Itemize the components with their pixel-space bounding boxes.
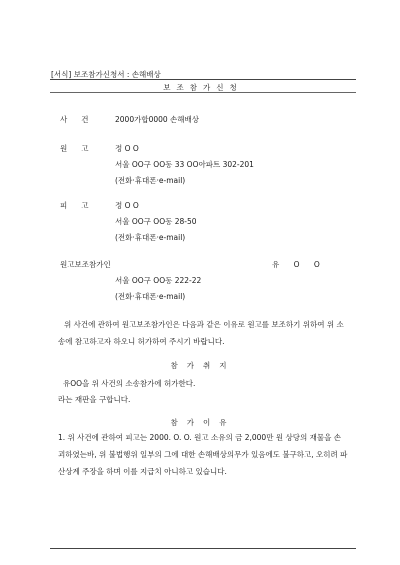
intro-paragraph: 위 사건에 관하여 원고보조참가인은 다음과 같은 이유로 원고를 보조하기 위하여 위 소송에 참고하고자 하오니 허가하여 주시기 바랍니다. (58, 320, 344, 346)
intervenor-name: 유 O O (272, 260, 326, 269)
document-title: 보조참가신청 (163, 83, 243, 92)
plaintiff-address: 서울 OO구 OO동 33 OO아파트 302-201 (115, 160, 254, 169)
defendant-contact: (전화·휴대폰·e-mail) (115, 233, 186, 242)
plaintiff-name: 정 O O (115, 144, 139, 153)
purpose-heading: 참가취지 (170, 361, 236, 370)
case-number: 2000가합0000 손해배상 (115, 115, 200, 124)
plaintiff-contact: (전화·휴대폰·e-mail) (115, 176, 186, 185)
purpose-line-2: 라는 재판을 구합니다. (58, 395, 131, 404)
defendant-address: 서울 OO구 OO동 28-50 (115, 217, 197, 226)
reason-item-1: 1. 위 사건에 관하여 피고는 2000. O. O. 원고 소유의 금 2,000만 원 상당의 재물을 손괴하였는바, 위 불법행위 일부의 그에 대한 손해배상의무가 있음에도 불구하고, 오히려 파산상계 주장을 하며 이를 지급치 아니하고 있습니다. (58, 433, 348, 476)
intervenor-label: 원고보조참가인 (60, 260, 111, 269)
top-rule (50, 79, 356, 80)
form-caption: [서식] 보조참가신청서 : 손해배상 (51, 70, 161, 79)
reasons-heading: 참가이유 (170, 418, 236, 427)
intervenor-address: 서울 OO구 OO동 222-22 (115, 276, 202, 285)
bottom-rule (50, 548, 356, 549)
defendant-label: 피고 (60, 201, 103, 210)
purpose-line-1: 유OO을 위 사건의 소송참가에 허가한다. (63, 379, 196, 388)
plaintiff-label: 원고 (60, 144, 103, 153)
intervenor-contact: (전화·휴대폰·e-mail) (115, 292, 186, 301)
title-rule (50, 92, 356, 93)
defendant-name: 정 O O (115, 201, 139, 210)
case-label: 사건 (60, 115, 103, 124)
